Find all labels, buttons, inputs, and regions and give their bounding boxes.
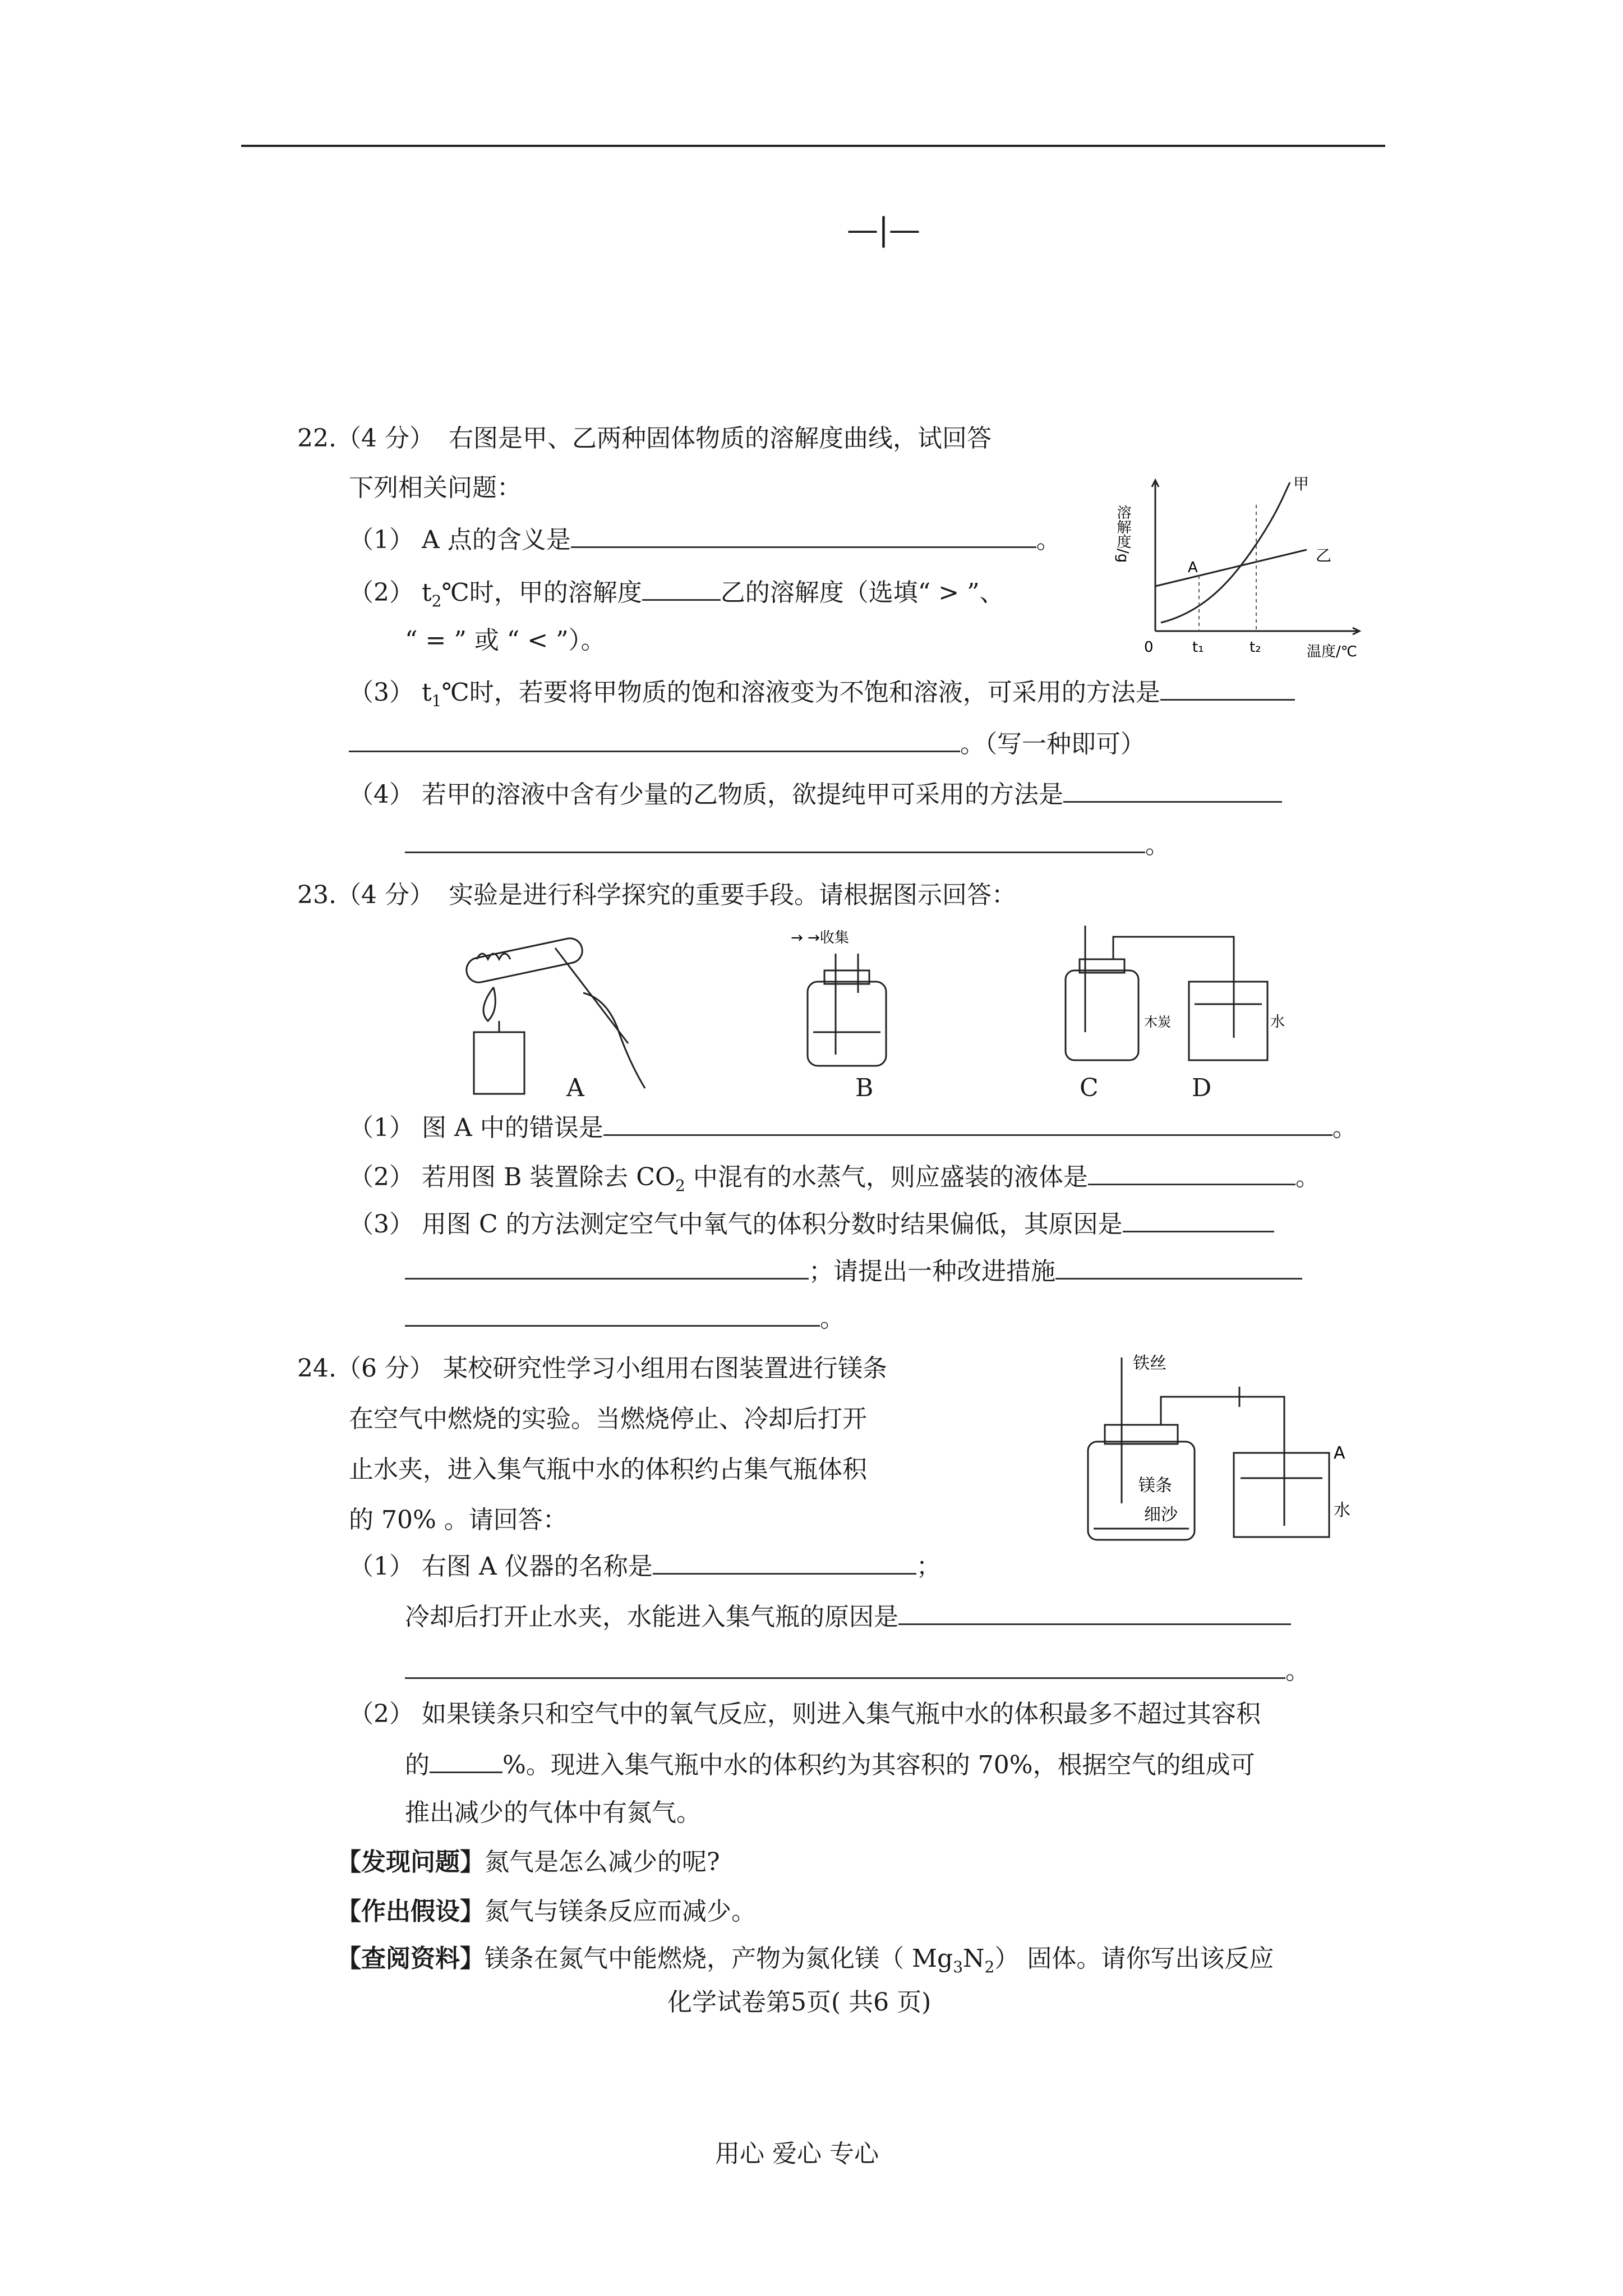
q22-part3-line2 [349,726,1145,761]
q22-solubility-chart [1114,471,1380,662]
q23-fig-d-label: D [1192,1074,1212,1102]
q22-part4-prefix: （4） 若甲的溶液中含有少量的乙物质，欲提纯甲可采用的方法是 [349,780,1063,809]
q24-part1-blank-b[interactable] [898,1599,1291,1625]
q24-part1-end: 。 [1285,1657,1310,1685]
q24-part1 [349,1548,941,1584]
q24-stem-line1: 某校研究性学习小组用右图装置进行镁条 [443,1354,887,1383]
q22-part3-suffix: 。（写一种即可） [960,730,1145,758]
q23-part1 [349,1110,1357,1145]
q23-figure-cd [1054,920,1290,1071]
q24-part1-line2-text: 冷却后打开止水夹，水能进入集气瓶的原因是 [405,1603,898,1631]
q24-stem-line4: 的 70% 。请回答： [349,1506,568,1534]
test-tube [464,936,585,985]
fig-a-label: A [1334,1443,1345,1463]
connecting-tube [1113,937,1234,1038]
q24-part1-suffix: ； [916,1552,941,1581]
q23-points: （4 分） [336,881,434,909]
q24-hyp-text: 氮气与镁条反应而减少。 [485,1897,756,1926]
q23-part3-line2 [405,1253,1302,1289]
q23-part1-prefix: （1） 图 A 中的错误是 [349,1114,603,1142]
q22-part2-line2: “ = ” 或 “ < ”）。 [405,626,606,655]
q24-ref-label: 【查阅资料】 [336,1944,485,1973]
q24-part1-line2 [405,1599,1291,1634]
connecting-tube [1161,1397,1284,1526]
q22-part3 [349,674,1295,718]
q23-part3-blank-c[interactable] [1055,1253,1302,1280]
chart-series-jia: 甲 [1293,475,1310,493]
q22-part3-prefix: （3） t [349,678,432,707]
q22-part4-line2 [405,827,1170,862]
q22-part3-blank-a[interactable] [1160,674,1295,701]
wash-bottle [808,982,886,1066]
fig-sand-label: 细沙 [1144,1505,1178,1525]
q24-find [336,1846,720,1879]
fig-water-label: 水 [1334,1501,1350,1520]
q22-part3-blank-b[interactable] [349,726,960,752]
q24-part2-line2 [405,1747,1255,1782]
chart-xlabel: 温度/℃ [1307,643,1357,660]
q24-points: （6 分） [336,1354,434,1383]
curve-yi [1155,550,1307,586]
q24-number: 24. [297,1354,336,1383]
q24-part1-prefix: （1） 右图 A 仪器的名称是 [349,1552,653,1581]
q24-ref-suffix: ） 固体。请你写出该反应 [994,1944,1274,1973]
chart-point-a: A [1188,559,1198,576]
q23-part2-prefix: （2） 若用图 B 装置除去 CO [349,1163,676,1191]
q23-fig-b-label: B [855,1074,874,1102]
q24-find-text: 氮气是怎么减少的呢? [485,1848,720,1876]
fig-d-note: 水 [1270,1014,1285,1030]
alcohol-lamp [474,1032,524,1094]
q22-part2 [349,574,1004,618]
q24-ref-prefix: 镁条在氮气中能燃烧，产物为氮化镁（ Mg [485,1944,953,1973]
beaker-a [1234,1453,1329,1537]
q23-part3 [349,1206,1274,1241]
chart-series-yi: 乙 [1316,546,1332,565]
q22-part2-sub: 2 [431,591,442,610]
q23-part2-text: 中混有的水蒸气，则应盛装的液体是 [685,1163,1088,1191]
collecting-bottle [1066,970,1138,1060]
q23-part2-blank[interactable] [1088,1159,1295,1185]
chart-t2: t₂ [1249,639,1261,656]
q22-part1-prefix: （1） A 点的含义是 [349,526,571,554]
q24-part2-suffix: %。现进入集气瓶中水的体积约为其容积的 70%，根据空气的组成可 [502,1751,1255,1779]
q22-part3-sub: 1 [431,691,442,710]
q24-part2-line1: （2） 如果镁条只和空气中的氧气反应，则进入集气瓶中水的体积最多不超过其容积 [349,1700,1261,1728]
q23-part3-line3 [405,1300,845,1336]
header-mark: —|— [847,211,920,248]
q24-part2-blank[interactable] [430,1747,502,1773]
q23-part3-prefix: （3） 用图 C 的方法测定空气中氧气的体积分数时结果偏低，其原因是 [349,1210,1123,1239]
q23-part3-blank-b[interactable] [405,1253,809,1280]
q23-part2-suffix: 。 [1295,1163,1320,1191]
fig-mg-label: 镁条 [1138,1476,1172,1496]
q23-figure-b [780,926,914,1071]
chart-t1: t₁ [1192,639,1204,656]
q24-reference [336,1942,1274,1984]
q24-hyp-label: 【作出假设】 [336,1897,485,1926]
q24-part2-prefix: 的 [405,1751,430,1779]
q22-part2-blank[interactable] [642,574,721,601]
q24-figure [1066,1346,1357,1548]
q24-ref-sub2: 2 [984,1957,995,1976]
q22-points: （4 分） [336,424,434,453]
q22-part1 [349,522,1061,557]
q23-part3-suffix: 。 [820,1304,845,1333]
q22-part4 [349,776,1282,812]
curve-jia [1161,482,1290,623]
q23-part1-blank[interactable] [603,1110,1332,1136]
q24-find-label: 【发现问题】 [336,1848,485,1876]
q24-part1-blank-c[interactable] [405,1653,1285,1679]
q22-part1-blank[interactable] [571,522,1036,548]
q24-part2-line3: 推出减少的气体中有氮气。 [405,1798,701,1827]
q23-part3-mid: ；请提出一种改进措施 [809,1257,1055,1286]
q23-part3-blank-a[interactable] [1123,1206,1274,1232]
q24-stem-line2: 在空气中燃烧的实验。当燃烧停止、冷却后打开 [349,1405,867,1433]
header-rule [241,145,1385,147]
q24-part1-line3 [405,1653,1310,1688]
q22-part2-mid: ℃时，甲的溶解度 [441,578,642,607]
q22-part4-blank-a[interactable] [1063,776,1282,803]
q22-part4-suffix: 。 [1145,831,1170,859]
q22-part2-prefix: （2） t [349,578,432,607]
q23-fig-c-label: C [1080,1074,1099,1102]
fig-wire-label: 铁丝 [1133,1354,1166,1373]
q22-stem-line2: 下列相关问题： [349,473,522,502]
chart-origin: 0 [1144,639,1154,656]
q22-stem-line1: 右图是甲、乙两种固体物质的溶解度曲线，试回答 [449,424,992,453]
flame [483,987,495,1021]
q23-number: 23. [297,881,336,909]
q23-part1-suffix: 。 [1332,1114,1357,1142]
footer-page-number: 化学试卷第5页( 共6 页) [667,1988,932,2017]
q22-part2-after: 乙的溶解度（选填“ > ”、 [720,578,1004,607]
q23-part2-sub: 2 [675,1176,685,1195]
q24-ref-mid: N [963,1944,985,1973]
chart-ylabel: 溶解度/g [1114,505,1131,563]
q24-part1-blank[interactable] [653,1548,916,1575]
q23-part3-blank-d[interactable] [405,1300,820,1327]
beaker-d [1189,982,1267,1060]
q22-part3-text: ℃时，若要将甲物质的饱和溶液变为不饱和溶液，可采用的方法是 [441,678,1160,707]
hand [583,993,645,1088]
q23-part2 [349,1159,1320,1203]
footer-motto: 用心 爱心 专心 [715,2139,879,2168]
fig-b-note: → →收集 [791,930,849,946]
q23-stem: 实验是进行科学探究的重要手段。请根据图示回答： [449,881,1016,909]
q23-fig-a-label: A [566,1074,584,1102]
q24-stem-line3: 止水夹，进入集气瓶中水的体积约占集气瓶体积 [349,1455,867,1484]
q22-part1-suffix: 。 [1036,526,1061,554]
q23-figure-a [443,926,656,1105]
q22-number: 22. [297,424,336,453]
q22-part4-blank-b[interactable] [405,827,1145,853]
q24-hypothesis [336,1895,756,1929]
q24-ref-sub1: 3 [953,1957,963,1976]
fig-c-note: 木炭 [1144,1014,1171,1030]
